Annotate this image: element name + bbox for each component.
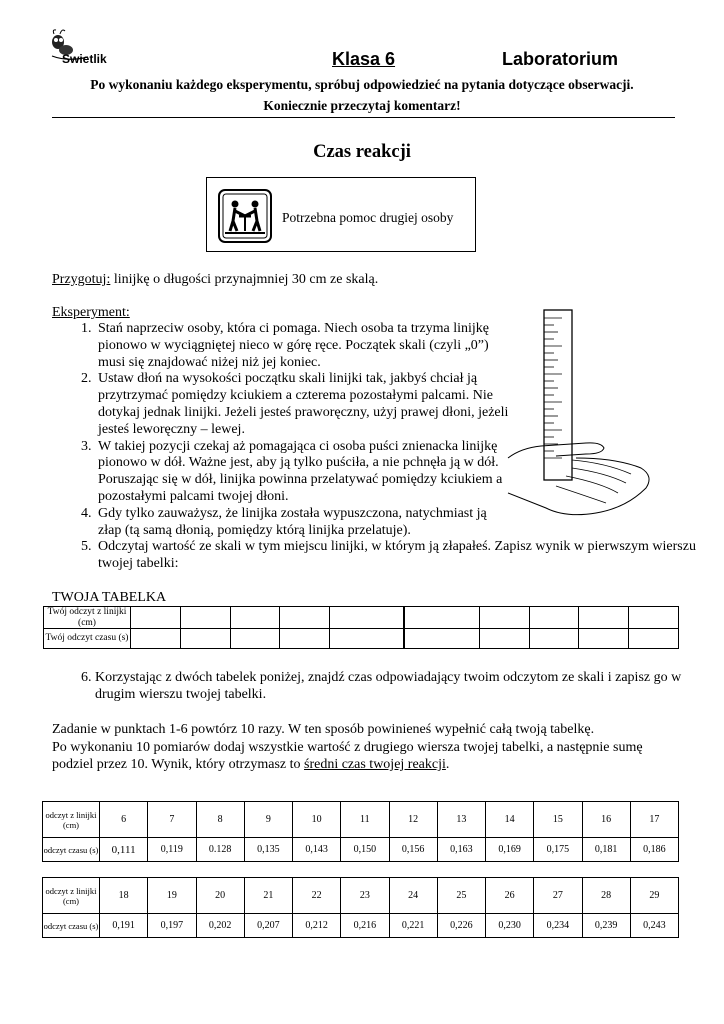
cm-value: 17 (630, 802, 678, 838)
your-table-title: TWOJA TABELKA (52, 590, 167, 605)
two-people-icon (218, 189, 272, 243)
cm-value: 21 (244, 878, 292, 914)
time-value: 0,234 (534, 914, 582, 938)
ref-row-label: odczyt z linijki (cm) (43, 878, 100, 914)
cm-value: 13 (437, 802, 485, 838)
time-value: 0,207 (244, 914, 292, 938)
table-row (43, 914, 679, 938)
ref-row-label: odczyt czasu (s) (43, 914, 100, 938)
table-cell[interactable] (629, 607, 679, 629)
table-cell[interactable] (280, 629, 330, 649)
cm-value: 19 (148, 878, 196, 914)
task-line-3 (52, 756, 449, 773)
cm-value: 12 (389, 802, 437, 838)
table-cell[interactable] (579, 629, 629, 649)
cm-value: 16 (582, 802, 630, 838)
table-cell[interactable] (404, 607, 479, 629)
task-line-3-start: podziel przez 10. Wynik, który otrzymasz to (52, 757, 304, 772)
table-cell[interactable] (330, 629, 405, 649)
class-label: Klasa 6 (332, 49, 396, 69)
cm-value: 6 (100, 802, 148, 838)
experiment-label (52, 304, 130, 321)
table-cell[interactable] (479, 607, 529, 629)
step-3: 3. W takiej pozycji czekaj aż pomagająca ci osoba puści znienacka linijkę pionowo w dół. Ważne jest, aby ją tylko puściła, a nie pchnęła ją w dół. Poruszając się w dół, linijka powinna przelatywać pomiędzy kciukiem a pozostałymi palcami twojej dłoni. (95, 439, 513, 506)
prepare-line (52, 271, 378, 288)
task-line-1: Zadanie w punktach 1-6 powtórz 10 razy. W ten sposób powinieneś wypełnić całą twoją tabelkę. (52, 722, 595, 737)
help-needed-text: Potrzebna pomoc drugiej osoby (282, 210, 454, 225)
cm-value: 15 (534, 802, 582, 838)
average-reaction-time-term: średni czas twojej reakcji (304, 757, 446, 772)
task-line-3-end: . (445, 757, 450, 772)
reference-table-1 (42, 801, 679, 862)
step-5: 5. Odczytaj wartość ze skali w tym miejscu linijki, w którym ją złapałeś. Zapisz wynik w pierwszym wierszu twojej tabelki: (95, 539, 715, 573)
time-value: 0.128 (196, 838, 244, 862)
step-2: 2. Ustaw dłoń na wysokości początku skali linijki tak, jakbyś chciał ją przytrzymać pomiędzy kciukiem a czterema pozostałymi palcami. Nie dotykaj jednak linijki. Jeżeli jesteś praworęczny, użyj prawej dłoni, jeżeli jesteś leworęczny – lewej. (95, 371, 513, 438)
table-cell[interactable] (579, 607, 629, 629)
table-cell[interactable] (131, 629, 181, 649)
time-value: 0,175 (534, 838, 582, 862)
table-row (43, 802, 679, 838)
time-value: 0,163 (437, 838, 485, 862)
table-row (43, 838, 679, 862)
cm-value: 27 (534, 878, 582, 914)
time-value: 0,197 (148, 914, 196, 938)
cm-value: 29 (630, 878, 678, 914)
table-cell[interactable] (529, 629, 579, 649)
cm-value: 14 (486, 802, 534, 838)
time-value: 0,111 (100, 838, 148, 862)
page-title: Czas reakcji (313, 142, 411, 162)
time-value: 0,212 (293, 914, 341, 938)
table-cell[interactable] (330, 607, 405, 629)
time-value: 0,230 (486, 914, 534, 938)
time-value: 0,150 (341, 838, 389, 862)
your-table-row2-label: Twój odczyt czasu (s) (44, 629, 131, 649)
task-line-2: Po wykonaniu 10 pomiarów dodaj wszystkie wartość z drugiego wiersza twojej tabelki, a następnie sumę (52, 740, 643, 755)
experiment-step-6 (52, 669, 715, 703)
time-value: 0,119 (148, 838, 196, 862)
experiment-label-text: Eksperyment: (52, 305, 130, 320)
section-label: Laboratorium (502, 49, 619, 69)
cm-value: 10 (293, 802, 341, 838)
cm-value: 20 (196, 878, 244, 914)
table-row (44, 607, 679, 629)
table-cell[interactable] (230, 607, 280, 629)
time-value: 0,135 (244, 838, 292, 862)
table-cell[interactable] (280, 607, 330, 629)
table-cell[interactable] (230, 629, 280, 649)
cm-value: 28 (582, 878, 630, 914)
table-cell[interactable] (529, 607, 579, 629)
cm-value: 8 (196, 802, 244, 838)
time-value: 0,181 (582, 838, 630, 862)
step-1: 1. Stań naprzeciw osoby, która ci pomaga. Niech osoba ta trzyma linijkę pionowo w wyciągniętej nieco w górę ręce. Początek skali (czyli „0”) musi się znajdować niżej niż jej koniec. (95, 321, 513, 371)
time-value: 0,216 (341, 914, 389, 938)
reference-table-2 (42, 877, 679, 938)
time-value: 0,226 (437, 914, 485, 938)
cm-value: 11 (341, 802, 389, 838)
step-4: 4. Gdy tylko zauważysz, że linijka została wypuszczona, natychmiast ją złap (tą samą dłonią, pomiędzy którą linijka przelatuje). (95, 506, 513, 540)
table-row (44, 629, 679, 649)
cm-value: 25 (437, 878, 485, 914)
cm-value: 7 (148, 802, 196, 838)
prepare-text: linijkę o długości przynajmniej 30 cm ze skalą. (110, 272, 379, 287)
prepare-label: Przygotuj: (52, 272, 111, 287)
your-table (43, 606, 679, 649)
instructions-line-1: Po wykonaniu każdego eksperymentu, spróbuj odpowiedzieć na pytania dotyczące obserwacji. (90, 77, 634, 92)
time-value: 0,202 (196, 914, 244, 938)
step-6: 6. Korzystając z dwóch tabelek poniżej, znajdź czas odpowiadający twoim odczytom ze skali i zapisz go w drugim wierszu twojej tabelki. (95, 669, 715, 703)
logo-text: Swietlik (62, 52, 107, 66)
time-value: 0,243 (630, 914, 678, 938)
table-cell[interactable] (180, 607, 230, 629)
ref-row-label: odczyt czasu (s) (43, 838, 100, 862)
time-value: 0,191 (100, 914, 148, 938)
cm-value: 9 (244, 802, 292, 838)
instructions-line-2: Koniecznie przeczytaj komentarz! (263, 98, 461, 113)
your-table-row1-label: Twój odczyt z linijki (cm) (44, 607, 131, 629)
table-cell[interactable] (180, 629, 230, 649)
time-value: 0,186 (630, 838, 678, 862)
cm-value: 18 (100, 878, 148, 914)
cm-value: 26 (486, 878, 534, 914)
table-cell[interactable] (131, 607, 181, 629)
time-value: 0,221 (389, 914, 437, 938)
table-cell[interactable] (404, 629, 479, 649)
header-divider (52, 117, 675, 118)
time-value: 0,156 (389, 838, 437, 862)
table-row (43, 878, 679, 914)
time-value: 0,143 (293, 838, 341, 862)
time-value: 0,239 (582, 914, 630, 938)
ruler-hand-illustration (506, 308, 656, 533)
cm-value: 22 (293, 878, 341, 914)
table-cell[interactable] (629, 629, 679, 649)
table-cell[interactable] (479, 629, 529, 649)
cm-value: 23 (341, 878, 389, 914)
time-value: 0,169 (486, 838, 534, 862)
ref-row-label: odczyt z linijki (cm) (43, 802, 100, 838)
cm-value: 24 (389, 878, 437, 914)
